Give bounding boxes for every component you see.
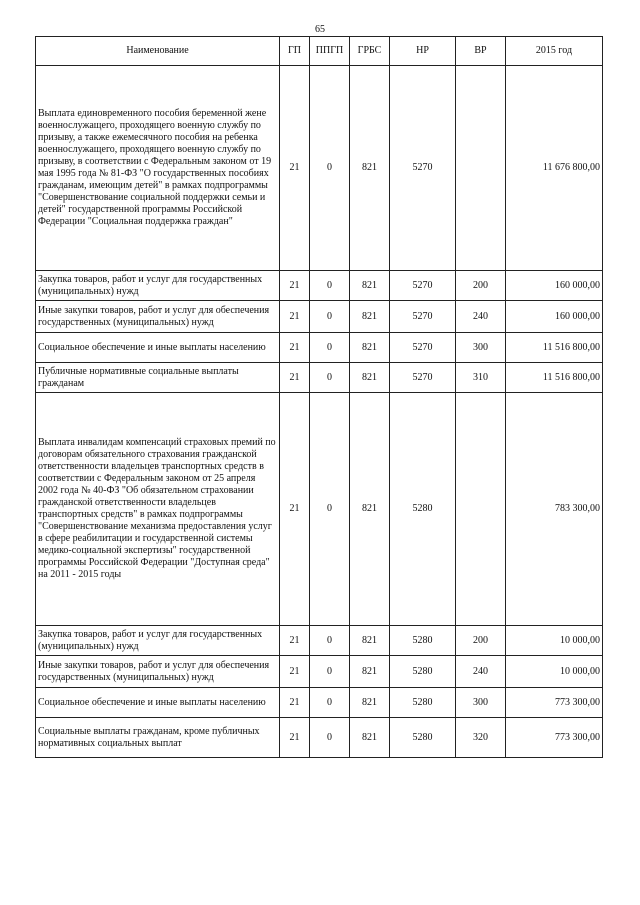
row-grbs: 821 — [350, 363, 390, 393]
table-row — [36, 718, 603, 758]
row-amount: 10 000,00 — [506, 656, 603, 688]
row-vr — [456, 393, 506, 626]
row-ppgp: 0 — [310, 301, 350, 333]
row-name: Иные закупки товаров, работ и услуг для обеспечения государственных (муниципальных) нужд — [36, 301, 280, 333]
row-vr: 240 — [456, 656, 506, 688]
row-grbs: 821 — [350, 393, 390, 626]
row-vr: 200 — [456, 271, 506, 301]
row-gp: 21 — [280, 656, 310, 688]
row-vr: 300 — [456, 333, 506, 363]
table-row — [36, 333, 603, 363]
row-gp: 21 — [280, 301, 310, 333]
row-nr: 5270 — [390, 333, 456, 363]
row-ppgp: 0 — [310, 718, 350, 758]
row-name: Выплата инвалидам компенсаций страховых премий по договорам обязательного страхования гражданской ответственности владельцев транспортных средств в соответствии с Федеральным законом от 25 апреля 2002 года № 40-ФЗ "Об обязательном страховании гражданской ответственности владельцев транспортных средств" в рамках подпрограммы "Совершенствование механизма предоставления услуг в сфере реабилитации и государственной системы медико-социальной экспертизы" государственной программы Российской Федерации "Доступная среда" на 2011 - 2015 годы — [36, 393, 280, 626]
row-grbs: 821 — [350, 656, 390, 688]
table-row — [36, 656, 603, 688]
row-grbs: 821 — [350, 333, 390, 363]
row-ppgp: 0 — [310, 688, 350, 718]
col-header-grbs: ГРБС — [350, 37, 390, 66]
row-ppgp: 0 — [310, 656, 350, 688]
row-grbs: 821 — [350, 66, 390, 271]
row-vr: 300 — [456, 688, 506, 718]
table-row — [36, 688, 603, 718]
row-gp: 21 — [280, 66, 310, 271]
row-amount: 11 516 800,00 — [506, 363, 603, 393]
row-grbs: 821 — [350, 718, 390, 758]
row-name: Социальное обеспечение и иные выплаты населению — [36, 333, 280, 363]
row-name: Публичные нормативные социальные выплаты гражданам — [36, 363, 280, 393]
row-amount: 160 000,00 — [506, 301, 603, 333]
row-nr: 5280 — [390, 656, 456, 688]
row-name: Иные закупки товаров, работ и услуг для обеспечения государственных (муниципальных) нужд — [36, 656, 280, 688]
row-ppgp: 0 — [310, 333, 350, 363]
row-nr: 5280 — [390, 626, 456, 656]
row-name: Социальное обеспечение и иные выплаты населению — [36, 688, 280, 718]
row-grbs: 821 — [350, 271, 390, 301]
row-ppgp: 0 — [310, 271, 350, 301]
table-row — [36, 301, 603, 333]
row-grbs: 821 — [350, 301, 390, 333]
row-gp: 21 — [280, 393, 310, 626]
row-amount: 160 000,00 — [506, 271, 603, 301]
row-gp: 21 — [280, 271, 310, 301]
row-nr: 5270 — [390, 271, 456, 301]
page-number: 65 — [315, 24, 325, 35]
row-nr: 5280 — [390, 393, 456, 626]
col-header-nr: НР — [390, 37, 456, 66]
row-nr: 5270 — [390, 363, 456, 393]
table-row — [36, 363, 603, 393]
row-name: Социальные выплаты гражданам, кроме публичных нормативных социальных выплат — [36, 718, 280, 758]
row-vr: 200 — [456, 626, 506, 656]
row-gp: 21 — [280, 718, 310, 758]
row-ppgp: 0 — [310, 626, 350, 656]
row-grbs: 821 — [350, 688, 390, 718]
row-nr: 5280 — [390, 688, 456, 718]
row-vr: 320 — [456, 718, 506, 758]
table-row — [36, 393, 603, 626]
row-grbs: 821 — [350, 626, 390, 656]
row-amount: 773 300,00 — [506, 718, 603, 758]
table-header-row — [36, 37, 603, 66]
col-header-gp: ГП — [280, 37, 310, 66]
col-header-name: Наименование — [36, 37, 280, 66]
row-ppgp: 0 — [310, 363, 350, 393]
row-amount: 11 676 800,00 — [506, 66, 603, 271]
row-name: Выплата единовременного пособия беременной жене военнослужащего, проходящего военную службу по призыву, а также ежемесячного пособия на ребенка военнослужащего, проходящего военную службу по призыву, в соответствии с Федеральным законом от 19 мая 1995 года № 81-ФЗ "О государственных пособиях гражданам, имеющим детей" в рамках подпрограммы "Совершенствование социальной поддержки семьи и детей" государственной программы Российской Федерации "Социальная поддержка граждан" — [36, 66, 280, 271]
row-amount: 11 516 800,00 — [506, 333, 603, 363]
row-name: Закупка товаров, работ и услуг для государственных (муниципальных) нужд — [36, 626, 280, 656]
col-header-year: 2015 год — [506, 37, 603, 66]
row-vr: 240 — [456, 301, 506, 333]
row-vr — [456, 66, 506, 271]
row-amount: 783 300,00 — [506, 393, 603, 626]
row-nr: 5270 — [390, 301, 456, 333]
row-ppgp: 0 — [310, 66, 350, 271]
row-gp: 21 — [280, 363, 310, 393]
row-vr: 310 — [456, 363, 506, 393]
table-row — [36, 271, 603, 301]
row-amount: 10 000,00 — [506, 626, 603, 656]
row-nr: 5270 — [390, 66, 456, 271]
row-gp: 21 — [280, 333, 310, 363]
row-amount: 773 300,00 — [506, 688, 603, 718]
col-header-vr: ВР — [456, 37, 506, 66]
budget-table — [35, 36, 603, 758]
row-gp: 21 — [280, 688, 310, 718]
row-name: Закупка товаров, работ и услуг для государственных (муниципальных) нужд — [36, 271, 280, 301]
row-nr: 5280 — [390, 718, 456, 758]
col-header-ppgp: ППГП — [310, 37, 350, 66]
table-row — [36, 626, 603, 656]
table-row — [36, 66, 603, 271]
row-gp: 21 — [280, 626, 310, 656]
row-ppgp: 0 — [310, 393, 350, 626]
